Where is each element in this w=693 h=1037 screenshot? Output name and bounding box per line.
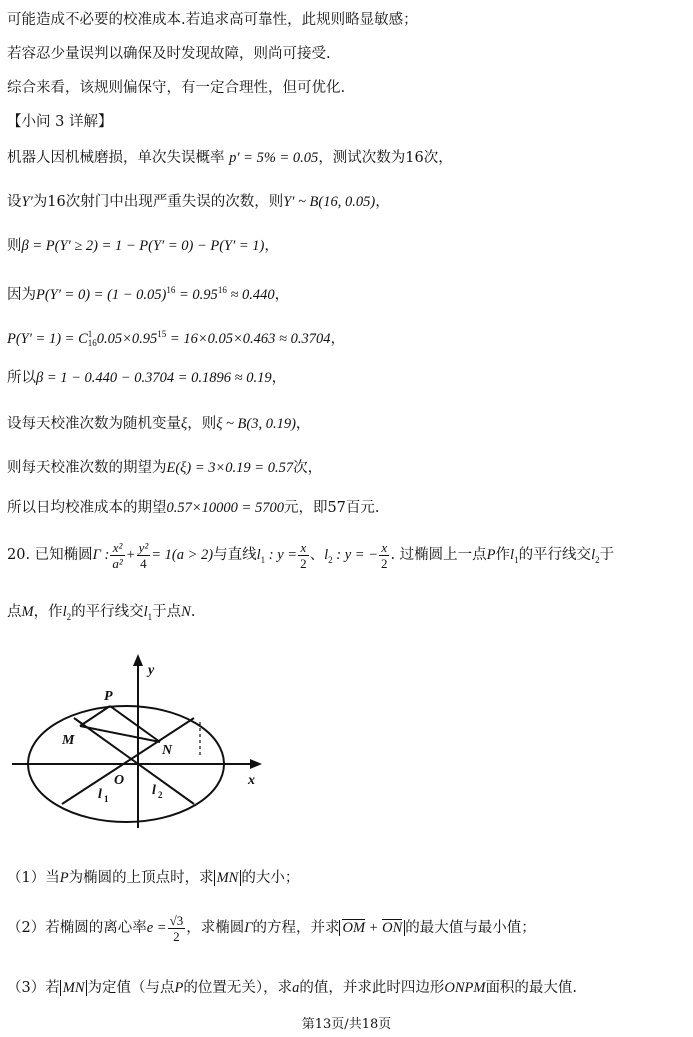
label-M: M [62,733,75,748]
label-P: P [104,689,113,704]
text-line-6: 设Y′为16次射门中出现严重失误的次数，则Y′ ~ B(16, 0.05)， [7,194,390,210]
text-line-11: 设每天校准次数为随机变量ξ，则ξ ~ B(3, 0.19)， [7,416,311,432]
text-line-2: 若容忍少量误判以确保及时发现故障，则尚可接受. [7,46,331,62]
text-line-7: 则β = P(Y′ ≥ 2) = 1 − P(Y′ = 0) − P(Y′ = 1)， [7,238,279,254]
question-2: （2）若椭圆的离心率e = $\frac{√3}{2}$ ，求椭圆Γ的方程，并求 OM + ON 的最大值与最小值； [7,912,536,944]
text-line-1: 可能造成不必要的校准成本.若追求高可靠性，此规则略显敏感； [7,12,418,28]
section-heading: 【小问 3 详解】 [7,114,113,130]
text-line-10: 所以β = 1 − 0.440 − 0.3704 = 0.1896 ≈ 0.19， [7,370,287,386]
math-Y-dist: Y′ ~ B(16, 0.05) [283,194,376,210]
text-line-5: 机器人因机械磨损，单次失误概率 p′ = 5% = 0.05，测试次数为16次， [7,150,453,166]
text-line-9: P(Y′ = 1) = C 1 16 $0.05\times 0.95^{15} = 16\times 0.05\times 0.463 \approx 0.3704$， [7,328,345,348]
x-axis-arrow [250,759,262,769]
svg-text:1: 1 [104,794,109,804]
svg-text:2: 2 [158,790,163,800]
label-O: O [114,773,125,788]
label-x: x [248,773,255,788]
label-l1: l [98,787,102,802]
text-line-12: 则每天校准次数的期望为E(ξ) = 3×0.19 = 0.57次， [7,460,323,476]
math-p-prime: p′ = 5% = 0.05 [229,150,319,166]
problem-20-line-2: 点M，作$l_2$的平行线交$l_1$于点N. [7,604,196,622]
text-line-8: 因为$P(Y' = 0) = (1 - 0.05)^{16} = 0.95^{16} \approx 0.440$， [7,285,290,303]
question-3: （3）若 MN 为定值（与点P的位置无关），求a的值，并求此时四边形ONPM面积的最大值. [7,980,578,996]
text-line-13: 所以日均校准成本的期望0.57×10000 = 5700元，即57百元. [7,500,380,516]
problem-20-line-1: 20. 已知椭圆Γ : $\frac{\text{x²}}{\text{a²}}$ + $\frac{\text{y²}}{4}$ = 1(a > 2)与直线$l_1$ : y = $\frac{x}{2}$ 、$l_2$ : y = − $\frac{x}{2}$ . 过椭圆上一点P作$l_1$的平行线交$l_2$于 [7,539,615,571]
text-line-3: 综合来看，该规则偏保守，有一定合理性，但可优化. [7,80,346,96]
label-l2: l [152,783,156,798]
label-N: N [162,743,173,758]
page-footer: 第13页/共18页 [301,1017,392,1032]
line-l1 [62,718,194,804]
label-y: y [148,663,155,678]
ellipse-figure [10,652,270,832]
question-1: （1）当P为椭圆的上顶点时，求 MN 的大小； [7,870,300,886]
math-beta: β = P(Y′ ≥ 2) = 1 − P(Y′ = 0) − P(Y′ = 1) [21,238,265,254]
y-axis-arrow [133,654,143,666]
